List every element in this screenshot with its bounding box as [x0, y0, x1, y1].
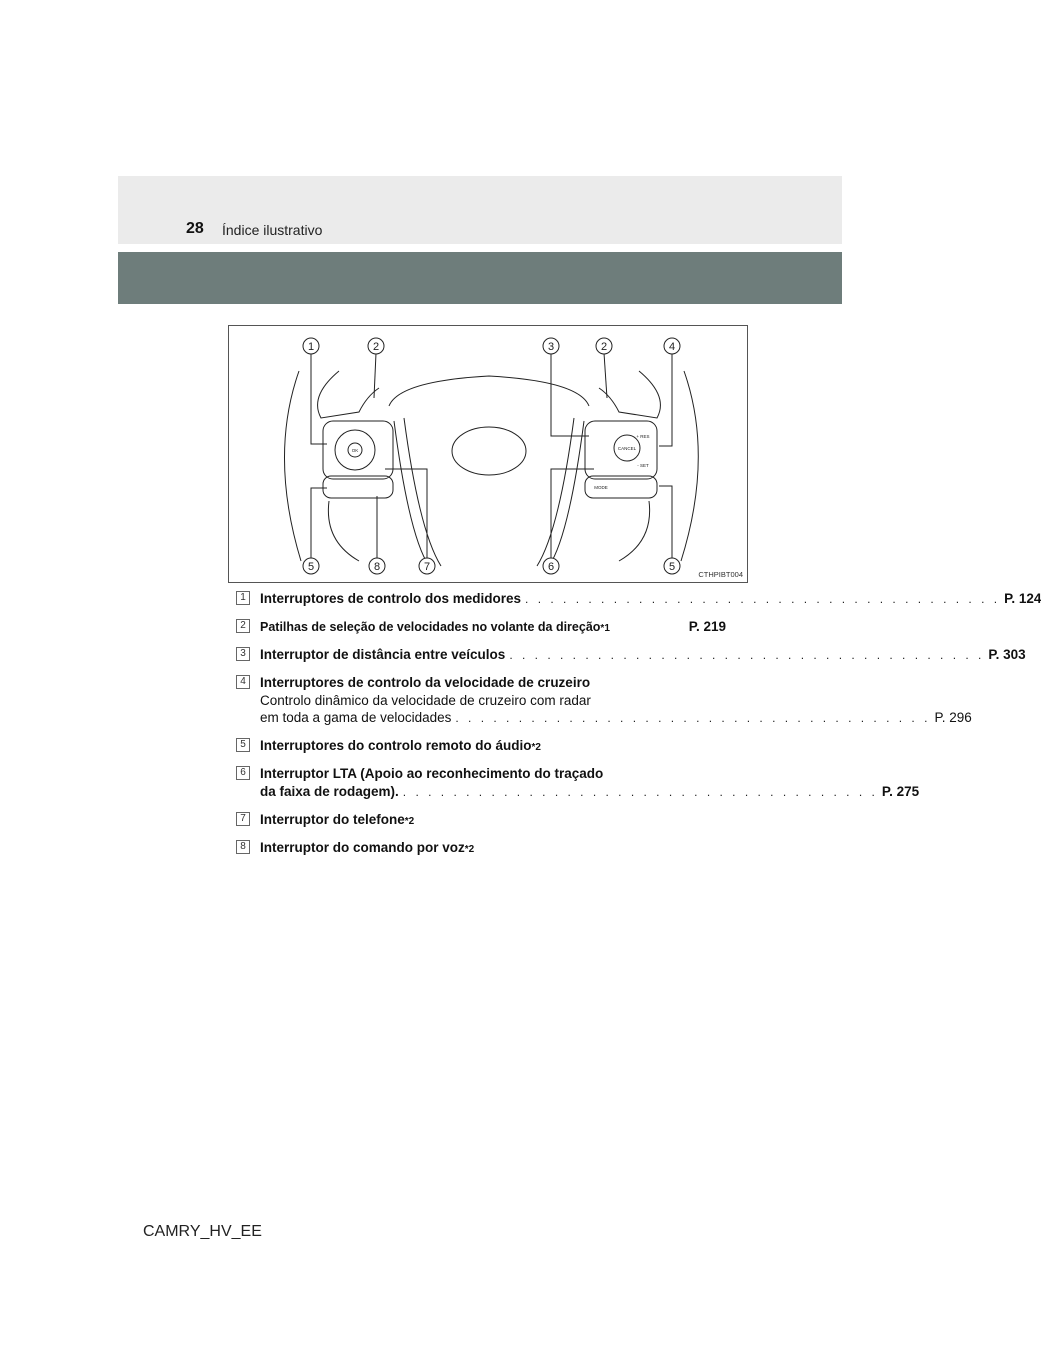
paddle-left: [318, 371, 379, 418]
item-text: Interruptores de controlo da velocidade de cruzeiro: [260, 675, 591, 690]
item-number-badge: 3: [236, 647, 250, 661]
emblem: [452, 427, 526, 475]
callout-top-label: 4: [668, 341, 676, 353]
legend-item: 5 Interruptores do controlo remoto do áudio *2: [236, 737, 726, 755]
section-banner: [118, 252, 842, 304]
item-text: Interruptores de controlo dos medidores: [260, 591, 522, 606]
item-number-badge: 5: [236, 738, 250, 752]
page-ref-link[interactable]: P. 303: [988, 647, 1026, 662]
paddle-right: [599, 371, 660, 418]
res-button-label: + RES: [636, 434, 650, 439]
steering-wheel-illustration: [229, 326, 749, 584]
legend-item: 6 Interruptor LTA (Apoio ao reconhecimento do traçado da faixa de rodagem). . . . . . . . . . . . . . . . . . . . . . . . . . . . . . . . . . . . . . . P. 275: [236, 765, 726, 801]
legend-item: 4 Interruptores de controlo da velocidade de cruzeiro Controlo dinâmico da velocidade de cruzeiro com radar em toda a gama de velocidades . . . . . . . . . . . . . . . . . . . . . . . . . . . . . . . . . . . . . . P. 296: [236, 674, 726, 727]
callout-bottom-label: 6: [547, 561, 555, 573]
legend-item: 2 Patilhas de seleção de velocidades no volante da direção *1 P. 219: [236, 618, 726, 636]
wheel-rim-left-outer: [284, 371, 301, 561]
page-ref-link[interactable]: P. 275: [881, 784, 920, 799]
item-number-badge: 2: [236, 619, 250, 633]
page-ref-link[interactable]: P. 296: [934, 710, 972, 725]
cancel-button-label: CANCEL: [617, 446, 637, 451]
callout-bottom-label: 5: [307, 561, 315, 573]
legend-item: 7 Interruptor do telefone *2: [236, 811, 726, 829]
legend-item: 3 Interruptor de distância entre veículos . . . . . . . . . . . . . . . . . . . . . . . . . . . . . . . . . . . . . . P. 303: [236, 646, 726, 664]
item-text: Interruptores do controlo remoto do áudio: [260, 738, 532, 753]
wheel-rim-right-outer: [681, 371, 698, 561]
item-text: Interruptor do comando por voz: [260, 840, 465, 855]
callout-top-label: 1: [307, 341, 315, 353]
legend-list: [236, 590, 1041, 867]
section-title: Índice ilustrativo: [222, 222, 323, 238]
item-number-badge: 4: [236, 675, 250, 689]
item-text: Patilhas de seleção de velocidades no volante da direção: [260, 620, 601, 634]
callout-top-label: 3: [547, 341, 555, 353]
item-number-badge: 7: [236, 812, 250, 826]
legend-item: 8 Interruptor do comando por voz *2: [236, 839, 726, 857]
set-button-label: - SET: [637, 463, 649, 468]
item-text: Interruptor de distância entre veículos: [260, 647, 506, 662]
item-text-continued: da faixa de rodagem).: [260, 784, 399, 799]
ok-button-label: OK: [351, 448, 359, 453]
item-text: Interruptor LTA (Apoio ao reconhecimento do traçado: [260, 766, 604, 781]
hub-top: [389, 376, 589, 406]
model-code: CAMRY_HV_EE: [143, 1223, 262, 1240]
item-number-badge: 1: [236, 591, 250, 605]
figure-code: CTHPIBT004: [698, 570, 743, 579]
callout-bottom-label: 8: [373, 561, 381, 573]
page-number: 28: [186, 220, 204, 237]
mode-button-label: MODE: [594, 485, 608, 490]
item-number-badge: 8: [236, 840, 250, 854]
item-subtext: Controlo dinâmico da velocidade de cruzeiro com radar: [260, 693, 591, 708]
steering-wheel-figure: [228, 325, 748, 583]
legend-item: 1 Interruptores de controlo dos medidores . . . . . . . . . . . . . . . . . . . . . . . . . . . . . . . . . . . . . . P. 124: [236, 590, 726, 608]
callout-top-label: 2: [600, 341, 608, 353]
callout-bottom-label: 7: [423, 561, 431, 573]
page-ref-link[interactable]: P. 219: [688, 619, 726, 634]
callout-top-label: 2: [372, 341, 380, 353]
item-number-badge: 6: [236, 766, 250, 780]
item-subtext: em toda a gama de velocidades: [260, 710, 452, 725]
callout-bottom-label: 5: [668, 561, 676, 573]
item-text: Interruptor do telefone: [260, 812, 405, 827]
page-ref-link[interactable]: P. 124: [1004, 591, 1041, 606]
